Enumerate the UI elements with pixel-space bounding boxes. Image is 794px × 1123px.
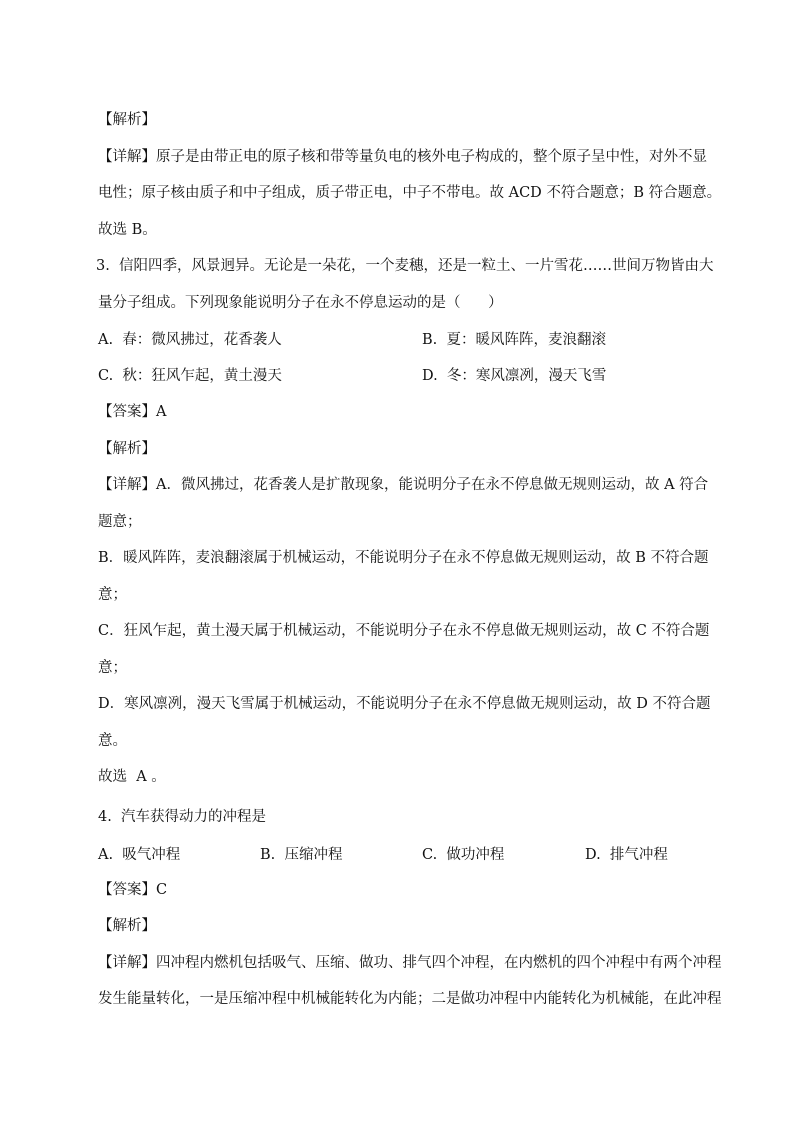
analysis-heading: 【解析】 (98, 441, 156, 457)
detail-line: 题意； (98, 514, 142, 530)
answer-line: 【答案】C (98, 882, 168, 898)
option-b: B. 夏：暖风阵阵，麦浪翻滚 (422, 332, 606, 348)
option-b: B. 压缩冲程 (260, 847, 343, 863)
choice-line: 故选 A 。 (98, 769, 166, 785)
option-c: C. 做功冲程 (422, 847, 505, 863)
detail-line: 意； (98, 660, 127, 676)
detail-line: 意； (98, 587, 127, 603)
detail-line: 【详解】四冲程内燃机包括吸气、压缩、做功、排气四个冲程，在内燃机的四个冲程中有两个冲程 (98, 955, 722, 971)
option-a: A. 吸气冲程 (98, 847, 181, 863)
question-3-line: 3. 信阳四季，风景迥异。无论是一朵花，一个麦穗，还是一粒土、一片雪花……世间万物皆由大 (96, 258, 714, 274)
detail-line: D．寒风凛冽，漫天飞雪属于机械运动，不能说明分子在永不停息做无规则运动，故 D 不符合题 (98, 696, 711, 712)
detail-line: 意。 (98, 733, 127, 749)
question-4-line: 4. 汽车获得动力的冲程是 (98, 809, 267, 825)
question-3-line: 量分子组成。下列现象能说明分子在永不停息运动的是（ ） (98, 295, 503, 311)
choice-line: 故选 B。 (98, 222, 157, 238)
analysis-heading: 【解析】 (98, 918, 156, 934)
detail-line: 【详解】A．微风拂过，花香袭人是扩散现象，能说明分子在永不停息做无规则运动，故 A 符合 (98, 477, 709, 493)
option-c: C. 秋：狂风乍起，黄土漫天 (98, 368, 282, 384)
analysis-heading: 【解析】 (98, 112, 156, 128)
detail-line: 发生能量转化，一是压缩冲程中机械能转化为内能；二是做功冲程中内能转化为机械能，在此冲程 (98, 991, 722, 1007)
detail-line: 电性；原子核由质子和中子组成，质子带正电，中子不带电。故 ACD 不符合题意；B 符合题意。 (98, 185, 722, 201)
detail-line: C．狂风乍起，黄土漫天属于机械运动，不能说明分子在永不停息做无规则运动，故 C 不符合题 (98, 623, 710, 639)
option-d: D. 冬：寒风凛冽，漫天飞雪 (422, 368, 607, 384)
answer-line: 【答案】A (98, 404, 167, 420)
option-d: D. 排气冲程 (585, 847, 668, 863)
detail-line: B．暖风阵阵，麦浪翻滚属于机械运动，不能说明分子在永不停息做无规则运动，故 B 不符合题 (98, 550, 709, 566)
option-a: A. 春：微风拂过，花香袭人 (98, 332, 282, 348)
detail-line: 【详解】原子是由带正电的原子核和带等量负电的核外电子构成的，整个原子呈中性，对外不显 (98, 149, 707, 165)
